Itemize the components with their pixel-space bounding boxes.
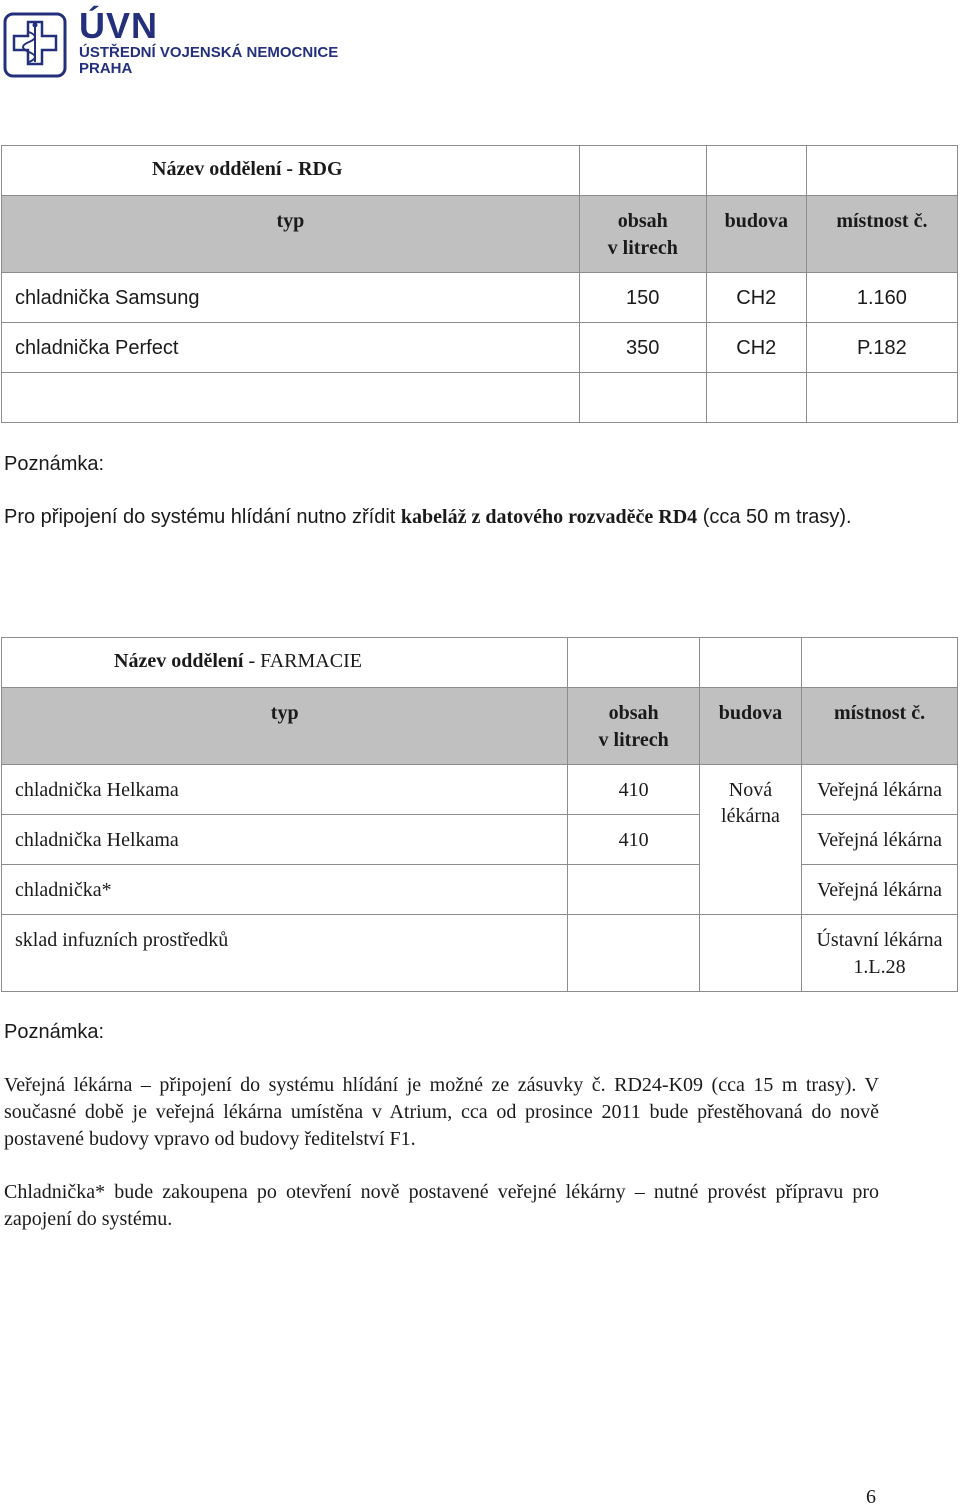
medical-cross-emblem-icon xyxy=(3,12,67,78)
cell-obsah xyxy=(568,915,699,992)
cell-mistnost: 1.160 xyxy=(806,273,957,323)
cell-mistnost: Veřejná lékárna xyxy=(802,815,958,865)
cell-mistnost: Ústavní lékárna 1.L.28 xyxy=(802,915,958,992)
table-row xyxy=(2,915,958,992)
cell-obsah: 150 xyxy=(579,273,706,323)
table-row xyxy=(2,765,958,815)
cell-typ: chladnička Helkama xyxy=(2,765,568,815)
header-typ: typ xyxy=(2,688,568,765)
cell-typ: chladnička Helkama xyxy=(2,815,568,865)
table-title: Název oddělení - FARMACIE xyxy=(2,638,568,688)
table-row-empty xyxy=(2,373,958,423)
table-row xyxy=(2,815,958,865)
page-number: 6 xyxy=(866,1486,876,1508)
logo-abbreviation: ÚVN xyxy=(79,5,159,46)
cell-obsah: 410 xyxy=(568,765,699,815)
table-farmacie xyxy=(1,637,958,992)
table-row xyxy=(2,323,958,373)
cell-mistnost: P.182 xyxy=(806,323,957,373)
header-mistnost: místnost č. xyxy=(806,196,957,273)
header-obsah: obsah v litrech xyxy=(579,196,706,273)
header-typ: typ xyxy=(2,196,580,273)
header-obsah: obsah v litrech xyxy=(568,688,699,765)
cell-obsah xyxy=(568,865,699,915)
table-row xyxy=(2,865,958,915)
logo-name-line1: ÚSTŘEDNÍ VOJENSKÁ NEMOCNICE xyxy=(79,44,339,61)
cell-budova: CH2 xyxy=(706,273,806,323)
cell-typ: sklad infuzních prostředků xyxy=(2,915,568,992)
cell-typ: chladnička Perfect xyxy=(2,323,580,373)
cell-typ: chladnička* xyxy=(2,865,568,915)
note-label: Poznámka: xyxy=(4,453,105,475)
note-paragraph: Pro připojení do systému hlídání nutno zřídit kabeláž z datového rozvaděče RD4 (cca 50 m trasy). xyxy=(4,506,852,528)
cell-budova: CH2 xyxy=(706,323,806,373)
table-row xyxy=(2,273,958,323)
header-budova: budova xyxy=(706,196,806,273)
cell-mistnost: Veřejná lékárna xyxy=(802,765,958,815)
cell-typ: chladnička Samsung xyxy=(2,273,580,323)
header-mistnost: místnost č. xyxy=(802,688,958,765)
table-rdg xyxy=(1,145,958,423)
logo-name-line2: PRAHA xyxy=(79,60,133,77)
note-paragraph-1: Veřejná lékárna – připojení do systému hlídání je možné ze zásuvky č. RD24-K09 (cca 15 m trasy). V současné době je veřejná lékárna umístěna v Atrium, cca od prosince 2011 bude přestěhovaná do nově postavené budovy vpravo od budovy ředitelství F1. xyxy=(4,1074,879,1150)
hospital-logo xyxy=(3,5,343,78)
header-budova: budova xyxy=(699,688,801,765)
note-paragraph-2: Chladnička* bude zakoupena po otevření nově postavené veřejné lékárny – nutné provést přípravu pro zapojení do systému. xyxy=(4,1181,879,1230)
cell-budova-merged: Nová lékárna xyxy=(699,765,801,915)
cell-obsah: 350 xyxy=(579,323,706,373)
table-title: Název oddělení - RDG xyxy=(2,146,580,196)
cell-mistnost: Veřejná lékárna xyxy=(802,865,958,915)
cell-obsah: 410 xyxy=(568,815,699,865)
note-label: Poznámka: xyxy=(4,1021,105,1043)
